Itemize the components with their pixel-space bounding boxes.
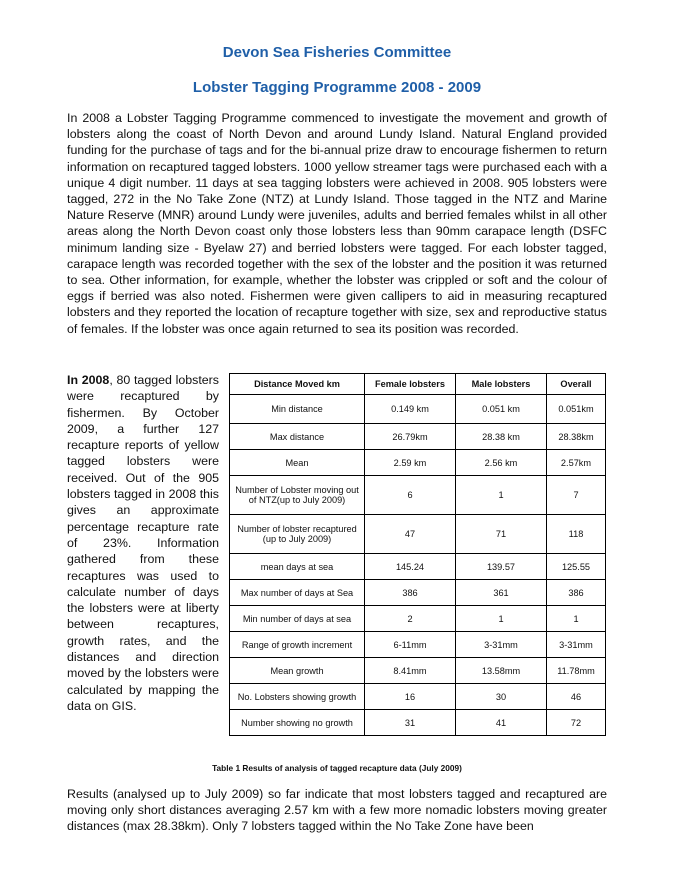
results-table [229,373,606,736]
table-cell: 1 [547,606,606,632]
table-cell: 47 [365,515,456,554]
header-cell: Male lobsters [456,374,547,395]
table-cell: 118 [547,515,606,554]
document-title: Devon Sea Fisheries Committee [222,44,452,61]
table-cell: Max number of days at Sea [230,580,365,606]
table-cell: 2 [365,606,456,632]
table-cell: Max distance [230,424,365,450]
table-cell: 46 [547,684,606,710]
recapture-summary-paragraph [67,372,219,714]
table-cell: 145.24 [365,554,456,580]
table-row [230,395,606,424]
table-cell: 2.56 km [456,450,547,476]
table-cell: 3-31mm [547,632,606,658]
table-cell: Number of Lobster moving out of NTZ(up to July 2009) [230,476,365,515]
table-cell: 2.59 km [365,450,456,476]
table-cell: 386 [547,580,606,606]
table-row [230,580,606,606]
table-row [230,710,606,736]
table-cell: 7 [547,476,606,515]
table-cell: No. Lobsters showing growth [230,684,365,710]
table-cell: 2.57km [547,450,606,476]
table-cell: 71 [456,515,547,554]
table-cell: 8.41mm [365,658,456,684]
table-cell: 0.149 km [365,395,456,424]
summary-text: , 80 tagged lobsters were recaptured by fishermen. By October 2009, a further 127 recapture reports of yellow tagged lobsters were received. Out of the 905 lobsters tagged in 2008 this gives an approximate percentage recapture rate of 23%. Information gathered from these recaptures was used to calculate number of days the lobsters were at liberty between recaptures, growth rates, and the distances and direction moved by the lobsters were calculated by mapping the data on GIS. [67,373,219,713]
table-cell: 361 [456,580,547,606]
table-cell: Min number of days at sea [230,606,365,632]
document-subtitle: Lobster Tagging Programme 2008 - 2009 [192,79,482,96]
table-row [230,424,606,450]
table-cell: 125.55 [547,554,606,580]
results-paragraph: Results (analysed up to July 2009) so far indicate that most lobsters tagged and recaptured are moving only short distances averaging 2.57 km with a few more nomadic lobsters moving greater distances (max 28.38km). Only 7 lobsters tagged within the No Take Zone have been [67,787,607,834]
intro-paragraph: In 2008 a Lobster Tagging Programme commenced to investigate the movement and growth of lobsters along the coast of North Devon and around Lundy Island. Natural England provided funding for the purchase of tags and for the bi-annual prize draw to encourage fishermen to return information on recaptured tagged lobsters. 1000 yellow streamer tags were purchased each with a unique 4 digit number. 11 days at sea tagging lobsters were achieved in 2008. 905 lobsters were tagged, 272 in the No Take Zone (NTZ) at Lundy Island. Those tagged in the NTZ and Marine Nature Reserve (MNR) around Lundy were juveniles, adults and berried females whilst in all other areas along the North Devon coast only those lobsters less than 90mm carapace length (DSFC minimum landing size - Byelaw 27) and berried lobsters were tagged. For each lobster tagged, carapace length was recorded together with the sex of the lobster and the position it was returned to sea. Other information, for example, whether the lobster was crippled or soft and the colour of eggs if berried was also noted. Fishermen were given callipers to aid in measuring recaptured lobsters and they reported the location of recapture together with size, sex and reproductive status of females. If the lobster was once again returned to sea its position was recorded. [67,111,607,336]
table-cell: Number of lobster recaptured (up to July 2009) [230,515,365,554]
table-cell: 72 [547,710,606,736]
table-cell: Number showing no growth [230,710,365,736]
table-cell: 386 [365,580,456,606]
table-cell: 6-11mm [365,632,456,658]
table-cell: Range of growth increment [230,632,365,658]
table-cell: 13.58mm [456,658,547,684]
table-row [230,684,606,710]
table-row [230,450,606,476]
table-cell: 31 [365,710,456,736]
table-cell: Min distance [230,395,365,424]
table-cell: 16 [365,684,456,710]
table-cell: Mean growth [230,658,365,684]
table-cell: 139.57 [456,554,547,580]
table-row [230,658,606,684]
table-row [230,515,606,554]
table-row [230,476,606,515]
table-cell: 1 [456,476,547,515]
table-cell: 1 [456,606,547,632]
table-cell: 26.79km [365,424,456,450]
header-cell: Distance Moved km [230,374,365,395]
table-header-row [230,374,606,395]
table-cell: 3-31mm [456,632,547,658]
header-cell: Female lobsters [365,374,456,395]
lead-text: In 2008 [67,373,110,387]
table-row [230,632,606,658]
table-cell: 0.051km [547,395,606,424]
table-cell: 28.38 km [456,424,547,450]
table-cell: 41 [456,710,547,736]
table-cell: 0.051 km [456,395,547,424]
table-row [230,606,606,632]
table-cell: Mean [230,450,365,476]
table-caption: Table 1 Results of analysis of tagged recapture data (July 2009) [212,763,462,773]
table-cell: 30 [456,684,547,710]
table-cell: 28.38km [547,424,606,450]
table-cell: mean days at sea [230,554,365,580]
header-cell: Overall [547,374,606,395]
table-cell: 6 [365,476,456,515]
table-row [230,554,606,580]
table-cell: 11.78mm [547,658,606,684]
